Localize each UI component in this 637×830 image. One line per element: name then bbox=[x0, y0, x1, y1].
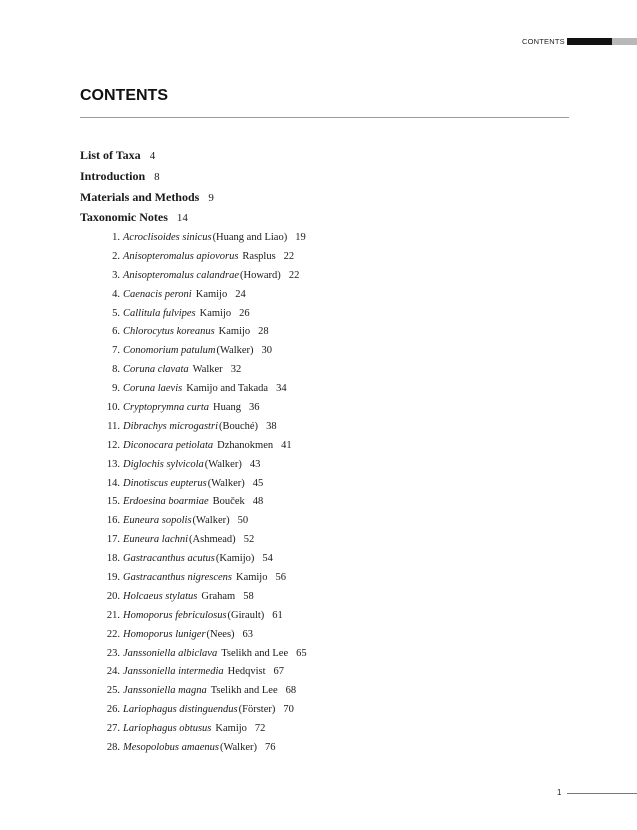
entry-number: 5. bbox=[112, 307, 120, 319]
species-name: Dinotiscus eupterus bbox=[123, 477, 207, 489]
species-name: Lariophagus distinguendus bbox=[123, 704, 238, 716]
entry-number: 22. bbox=[106, 628, 120, 640]
entry-page: 26 bbox=[239, 307, 250, 319]
footer-rule bbox=[567, 793, 637, 794]
toc-entry[interactable] bbox=[0, 514, 637, 533]
toc-entry[interactable] bbox=[0, 382, 637, 401]
entry-number: 12. bbox=[106, 439, 120, 451]
entry-number: 1. bbox=[112, 232, 120, 243]
entry-number: 15. bbox=[106, 496, 120, 508]
toc-section-introduction[interactable] bbox=[80, 169, 160, 184]
entry-page: 22 bbox=[288, 269, 300, 281]
entry-text bbox=[123, 703, 294, 717]
entry-text bbox=[123, 665, 284, 679]
species-name: Homoporus luniger bbox=[123, 628, 206, 640]
entry-page: 32 bbox=[230, 364, 242, 376]
species-name: Mesopolobus amaenus bbox=[123, 742, 219, 754]
entry-number: 24. bbox=[106, 666, 120, 678]
species-name: Gastracanthus nigrescens bbox=[123, 572, 232, 584]
entry-text bbox=[123, 439, 292, 453]
toc-entry[interactable] bbox=[0, 665, 637, 684]
entry-text bbox=[123, 533, 254, 547]
entry-page: 28 bbox=[258, 326, 269, 338]
species-name: Euneura lachni bbox=[123, 534, 189, 546]
species-author: (Förster) bbox=[238, 704, 276, 716]
species-author: (Howard) bbox=[239, 269, 281, 281]
species-name: Callitula fulvipes bbox=[123, 307, 196, 319]
species-name: Anisopteromalus calandrae bbox=[123, 269, 239, 281]
entry-text bbox=[123, 477, 263, 491]
entry-page: 48 bbox=[252, 496, 264, 508]
entry-text bbox=[123, 269, 299, 283]
species-author: Huang bbox=[213, 402, 242, 414]
species-author: Kamijo bbox=[235, 572, 268, 584]
entry-number: 14. bbox=[106, 477, 120, 489]
toc-entry[interactable] bbox=[0, 344, 637, 363]
species-name: Euneura sopolis bbox=[123, 515, 192, 527]
entry-page: 50 bbox=[237, 515, 249, 527]
page-title: CONTENTS bbox=[80, 87, 168, 104]
entry-text bbox=[123, 722, 265, 736]
toc-entry[interactable] bbox=[0, 307, 637, 326]
toc-entry[interactable] bbox=[0, 420, 637, 439]
species-author: (Kamijo) bbox=[215, 553, 255, 565]
entry-text bbox=[123, 307, 250, 321]
entry-page: 36 bbox=[249, 402, 260, 414]
section-title: Introduction bbox=[80, 169, 146, 183]
entry-page: 76 bbox=[265, 742, 276, 754]
entry-page: 19 bbox=[295, 232, 306, 243]
species-name: Diglochis sylvicola bbox=[123, 458, 204, 470]
entry-page: 56 bbox=[275, 572, 286, 584]
toc-entry[interactable] bbox=[0, 401, 637, 420]
section-page: 14 bbox=[176, 212, 188, 224]
toc-entry[interactable] bbox=[0, 609, 637, 628]
entry-page: 34 bbox=[276, 383, 287, 395]
species-name: Conomorium patulum bbox=[123, 345, 216, 357]
toc-section-taxonomic-notes[interactable] bbox=[80, 210, 188, 225]
entry-text bbox=[123, 250, 294, 264]
toc-entry[interactable] bbox=[0, 495, 637, 514]
species-name: Cryptoprymna curta bbox=[123, 402, 210, 414]
species-name: Gastracanthus acutus bbox=[123, 553, 215, 565]
toc-entry[interactable] bbox=[0, 250, 637, 269]
toc-entry[interactable] bbox=[0, 439, 637, 458]
entry-page: 41 bbox=[281, 439, 292, 451]
entry-text bbox=[123, 495, 263, 509]
entry-number: 4. bbox=[112, 288, 120, 300]
species-name: Caenacis peroni bbox=[123, 288, 192, 300]
toc-entry[interactable] bbox=[0, 325, 637, 344]
species-author: (Walker) bbox=[219, 742, 258, 754]
species-author: Kamijo bbox=[195, 288, 228, 300]
entry-page: 22 bbox=[283, 250, 295, 262]
entry-page: 67 bbox=[273, 666, 285, 678]
entry-number: 19. bbox=[106, 572, 120, 584]
toc-entry[interactable] bbox=[0, 571, 637, 590]
header-bar-dark bbox=[567, 38, 612, 45]
species-name: Janssoniella magna bbox=[123, 685, 207, 697]
entry-page: 61 bbox=[272, 609, 283, 621]
species-author: (Girault) bbox=[227, 609, 265, 621]
entry-page: 58 bbox=[243, 590, 254, 602]
entry-page: 43 bbox=[249, 458, 261, 470]
species-author: (Huang and Liao) bbox=[212, 232, 288, 243]
entry-text bbox=[123, 741, 276, 755]
entry-text bbox=[123, 344, 272, 358]
entry-page: 45 bbox=[252, 477, 264, 489]
toc-entry[interactable] bbox=[0, 628, 637, 647]
entry-text bbox=[123, 571, 286, 585]
entry-page: 38 bbox=[266, 420, 277, 432]
entry-number: 9. bbox=[112, 383, 120, 395]
species-author: (Walker) bbox=[207, 477, 245, 489]
entry-number: 16. bbox=[106, 515, 120, 527]
section-title: Materials and Methods bbox=[80, 190, 200, 204]
entry-text bbox=[123, 288, 246, 302]
entry-text bbox=[123, 609, 283, 623]
species-author: (Walker) bbox=[192, 515, 230, 527]
section-page: 4 bbox=[149, 150, 156, 162]
entry-text bbox=[123, 628, 253, 642]
page-number: 1 bbox=[557, 788, 562, 797]
entry-text bbox=[123, 231, 306, 245]
species-author: (Walker) bbox=[216, 345, 254, 357]
section-page: 8 bbox=[154, 171, 160, 183]
toc-entry[interactable] bbox=[0, 722, 637, 741]
toc-section-materials-and-methods[interactable] bbox=[80, 190, 214, 205]
species-name: Dibrachys microgastri bbox=[123, 420, 218, 432]
entry-text bbox=[123, 647, 307, 661]
toc-entry[interactable] bbox=[0, 477, 637, 496]
entry-number: 26. bbox=[106, 704, 120, 716]
toc-entry[interactable] bbox=[0, 684, 637, 703]
toc-entry[interactable] bbox=[0, 269, 637, 288]
species-author: Kamijo bbox=[199, 307, 232, 319]
entry-page: 52 bbox=[243, 534, 255, 546]
toc-entry[interactable] bbox=[0, 533, 637, 552]
species-name: Erdoesina boarmiae bbox=[123, 496, 209, 508]
entry-text bbox=[123, 590, 254, 604]
toc-entry[interactable] bbox=[0, 703, 637, 722]
species-author: Bouček bbox=[212, 496, 245, 508]
species-author: Graham bbox=[201, 590, 236, 602]
species-author: Tselikh and Lee bbox=[221, 647, 289, 659]
entry-text bbox=[123, 514, 248, 528]
entry-number: 25. bbox=[106, 685, 120, 697]
entry-number: 20. bbox=[106, 590, 120, 602]
species-author: Rasplus bbox=[242, 250, 276, 262]
section-title: Taxonomic Notes bbox=[80, 210, 168, 224]
title-divider bbox=[80, 117, 569, 118]
toc-entry[interactable] bbox=[0, 590, 637, 609]
entry-number: 11. bbox=[107, 420, 120, 432]
header-label: CONTENTS bbox=[522, 37, 565, 46]
species-name: Coruna clavata bbox=[123, 364, 189, 376]
toc-entry[interactable] bbox=[0, 363, 637, 382]
species-name: Diconocara petiolata bbox=[123, 439, 214, 451]
entry-text bbox=[123, 420, 277, 434]
entry-number: 21. bbox=[106, 609, 120, 621]
entry-page: 72 bbox=[254, 723, 266, 735]
header-bar-gray bbox=[612, 38, 637, 45]
entry-text bbox=[123, 325, 269, 339]
entry-page: 24 bbox=[235, 288, 246, 300]
toc-entry[interactable] bbox=[0, 741, 637, 760]
entry-text bbox=[123, 458, 260, 472]
entry-number: 28. bbox=[106, 742, 120, 754]
species-name: Janssoniella intermedia bbox=[123, 666, 224, 678]
species-name: Lariophagus obtusus bbox=[123, 723, 212, 735]
entry-text bbox=[123, 382, 287, 396]
entry-page: 65 bbox=[296, 647, 307, 659]
species-author: Kamijo and Takada bbox=[186, 383, 269, 395]
entry-number: 18. bbox=[106, 553, 120, 565]
species-author: Tselikh and Lee bbox=[210, 685, 278, 697]
species-author: Hedqvist bbox=[227, 666, 266, 678]
entry-text bbox=[123, 552, 273, 566]
entry-number: 17. bbox=[106, 534, 120, 546]
species-name: Anisopteromalus apiovorus bbox=[123, 250, 239, 262]
entry-page: 63 bbox=[242, 628, 254, 640]
entry-page: 54 bbox=[262, 553, 273, 565]
species-name: Coruna laevis bbox=[123, 383, 183, 395]
species-author: Kamijo bbox=[215, 723, 247, 735]
toc-section-list-of-taxa[interactable] bbox=[80, 148, 155, 163]
entry-number: 13. bbox=[106, 458, 120, 470]
entry-number: 23. bbox=[106, 647, 120, 659]
species-name: Homoporus febriculosus bbox=[123, 609, 227, 621]
toc-entry[interactable] bbox=[0, 458, 637, 477]
species-author: Dzhanokmen bbox=[217, 439, 274, 451]
entry-page: 68 bbox=[285, 685, 297, 697]
toc-entry[interactable] bbox=[0, 647, 637, 666]
species-author: (Nees) bbox=[206, 628, 235, 640]
species-name: Janssoniella albiclava bbox=[123, 647, 218, 659]
entry-text bbox=[123, 401, 260, 415]
species-name: Acroclisoides sinicus bbox=[123, 232, 212, 243]
entry-page: 30 bbox=[261, 345, 273, 357]
section-title: List of Taxa bbox=[80, 148, 141, 162]
entry-number: 3. bbox=[112, 269, 120, 281]
section-page: 9 bbox=[208, 192, 214, 204]
species-author: (Walker) bbox=[204, 458, 242, 470]
toc-entry[interactable] bbox=[0, 552, 637, 571]
entry-number: 7. bbox=[112, 345, 120, 357]
entry-page: 70 bbox=[283, 704, 294, 716]
entry-number: 6. bbox=[112, 326, 120, 338]
entry-text bbox=[123, 684, 296, 698]
species-author: Walker bbox=[192, 364, 223, 376]
species-author: (Ashmead) bbox=[189, 534, 236, 546]
toc-entry[interactable] bbox=[0, 288, 637, 307]
entry-number: 27. bbox=[106, 723, 120, 735]
toc-entry[interactable] bbox=[0, 231, 637, 250]
species-name: Chlorocytus koreanus bbox=[123, 326, 215, 338]
species-author: (Bouché) bbox=[218, 420, 259, 432]
species-name: Holcaeus stylatus bbox=[123, 590, 198, 602]
entry-number: 8. bbox=[112, 364, 120, 376]
entry-number: 10. bbox=[106, 402, 120, 414]
taxa-entry-list bbox=[0, 231, 637, 760]
entry-text bbox=[123, 363, 241, 377]
species-author: Kamijo bbox=[218, 326, 251, 338]
entry-number: 2. bbox=[112, 250, 120, 262]
